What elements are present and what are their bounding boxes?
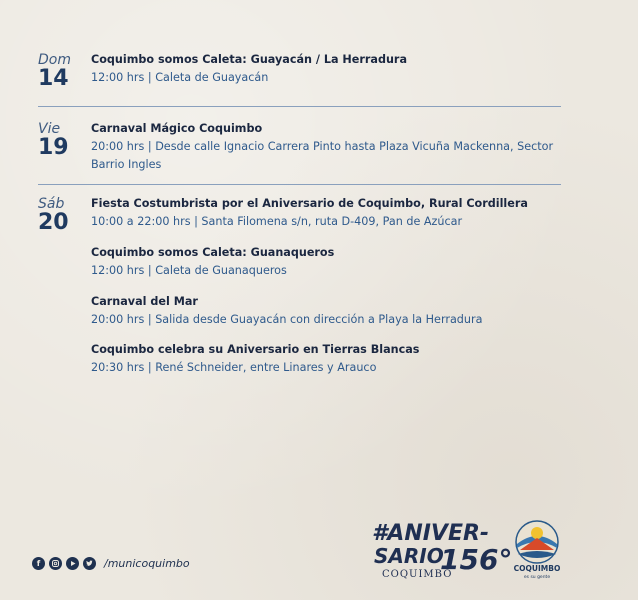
event-item [91, 121, 561, 174]
divider [38, 184, 561, 185]
event-item [91, 196, 561, 231]
event-detail: 20:30 hrs | René Schneider, entre Linares y Arauco [91, 361, 377, 374]
day-number: 14 [38, 66, 69, 91]
anniversary-line2: SARIO [374, 544, 444, 568]
day-name: Vie [38, 121, 61, 137]
anniversary-line1: #ANIVER- [372, 521, 490, 546]
event-title: Carnaval del Mar [91, 295, 198, 308]
anniversary-logo [370, 513, 513, 583]
event-item [91, 52, 561, 87]
event-detail: 10:00 a 22:00 hrs | Santa Filomena s/n, ruta D-409, Pan de Azúcar [91, 215, 463, 228]
logo-name: COQUIMBO [513, 564, 561, 573]
day-name: Dom [38, 52, 71, 68]
event-title: Fiesta Costumbrista por el Aniversario de Coquimbo, Rural Cordillera [91, 197, 528, 210]
day-number: 20 [38, 210, 69, 235]
anniversary-number: 156° [440, 543, 513, 576]
event-title: Coquimbo somos Caleta: Guayacán / La Herradura [91, 53, 408, 66]
event-detail: 12:00 hrs | Caleta de Guanaqueros [91, 264, 287, 277]
event-item [91, 342, 561, 377]
instagram-icon[interactable] [49, 557, 62, 570]
divider [38, 106, 561, 107]
coquimbo-logo [508, 518, 566, 580]
social-handle[interactable]: /municoquimbo [104, 557, 190, 570]
anniversary-city: COQUIMBO [382, 569, 453, 580]
youtube-icon[interactable] [66, 557, 79, 570]
day-number: 19 [38, 135, 69, 160]
social-links [32, 557, 190, 570]
event-title: Carnaval Mágico Coquimbo [91, 122, 263, 135]
event-item [91, 294, 561, 329]
event-detail: 20:00 hrs | Desde calle Ignacio Carrera Pinto hasta Plaza Vicuña Mackenna, Sector Barrio Ingles [91, 140, 554, 171]
day-name: Sáb [38, 196, 65, 212]
event-title: Coquimbo somos Caleta: Guanaqueros [91, 246, 335, 259]
facebook-icon[interactable]: f [32, 557, 45, 570]
logo-tagline: es su gente [523, 575, 551, 580]
twitter-icon[interactable] [83, 557, 96, 570]
event-detail: 12:00 hrs | Caleta de Guayacán [91, 71, 269, 84]
event-detail: 20:00 hrs | Salida desde Guayacán con dirección a Playa la Herradura [91, 313, 483, 326]
event-title: Coquimbo celebra su Aniversario en Tierras Blancas [91, 343, 420, 356]
event-item [91, 245, 561, 280]
